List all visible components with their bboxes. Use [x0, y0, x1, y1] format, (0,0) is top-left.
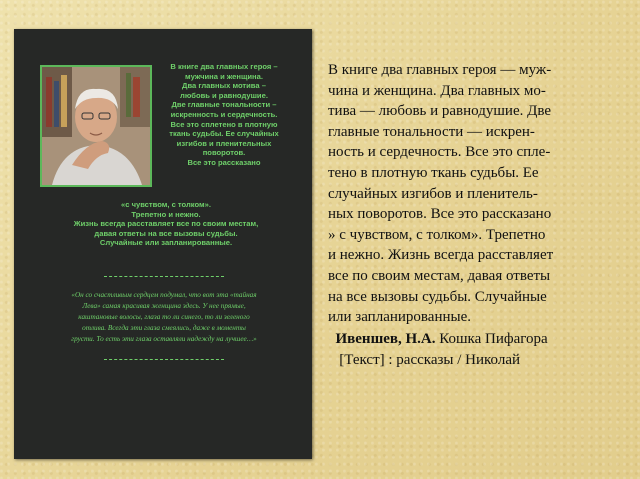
cover-quote: «Он со счастливым сердцем подумал, что вот эта «тайная Лева» самая красивая женщина здесь. У нее прямые, каштановые волосы, глаза то ли синего, то ли зеленого отлива. Всегда эти глаза смеялись, даже в моменты грусти. То есть эти глаза оставляли надежду на лучшее…»	[71, 291, 257, 343]
divider-bottom	[104, 359, 224, 360]
reference-details: [Текст] : рассказы / Николай	[339, 351, 521, 368]
reference-author: Ивеншев, Н.А.	[335, 331, 436, 347]
book-back-cover	[14, 29, 312, 459]
book-description: В книге два главных героя — муж- чина и женщина. Два главных мо- тива — любовь и равнодушие. Две главные тональности — искрен- ность и сердечность. Все это спле- тено в плотную ткань судьбы. Ее случайных изгибов и пленитель- ных поворотов. Все это рассказано » с чувством, с толком». Трепетно и нежно. Жизнь всегда расставляет все по своим местам, давая ответы на все вызовы судьбы. Случайные или запланированные.	[328, 62, 554, 326]
cover-summary: В книге два главных героя – мужчина и женщина. Два главных мотива – любовь и равнодушие. Две главные тональности – искренность и сердечность. Все это сплетено в плотную ткань судьбы. Ее случайных изгибов и пленительных поворотов. Все это рассказано	[169, 62, 279, 167]
author-photo	[40, 65, 152, 187]
cover-summary-continued: «с чувством, с толком». Трепетно и нежно. Жизнь всегда расставляет все по своим местам, давая ответы на все вызовы судьбы. Случайные или запланированные.	[73, 200, 259, 248]
bibliographic-reference	[328, 329, 618, 370]
reference-title: Кошка Пифагора	[435, 331, 548, 347]
divider-top	[104, 276, 224, 277]
